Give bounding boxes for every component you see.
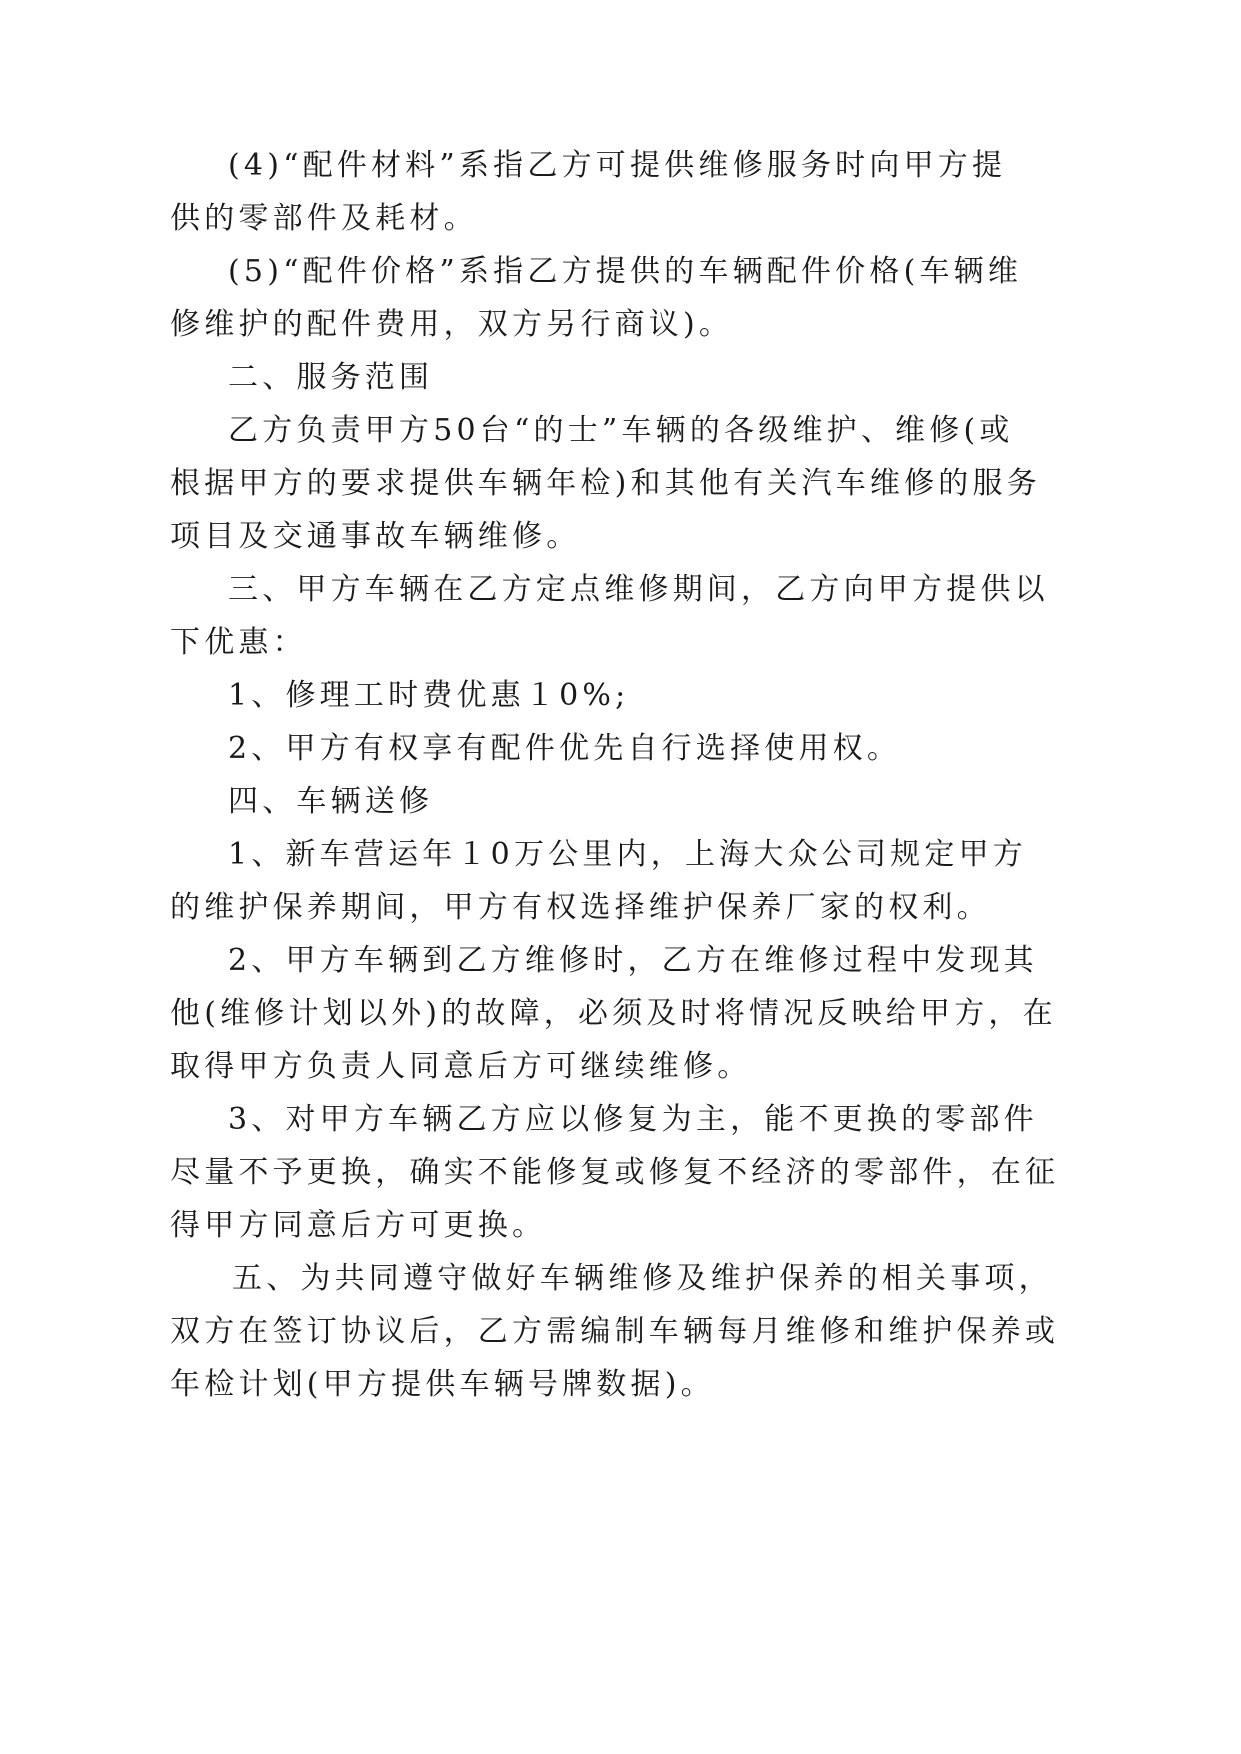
section-heading: 四、车辆送修: [228, 784, 434, 819]
text-line: 根据甲方的要求提供车辆年检)和其他有关汽车维修的服务: [170, 466, 1041, 501]
text-line: 项目及交通事故车辆维修。: [170, 519, 581, 554]
text-line: 3、对甲方车辆乙方应以修复为主，能不更换的零部件: [228, 1102, 1038, 1137]
text-line: 2、甲方有权享有配件优先自行选择使用权。: [228, 731, 902, 766]
text-line: 的维护保养期间，甲方有权选择维护保养厂家的权利。: [170, 890, 991, 925]
text-line: 得甲方同意后方可更换。: [170, 1208, 547, 1243]
text-line: 乙方负责甲方50台“的士”车辆的各级维护、维修(或: [228, 413, 1014, 448]
text-line: 下优惠：: [170, 625, 307, 660]
section-heading: 五、为共同遵守做好车辆维修及维护保养的相关事项，: [232, 1261, 1053, 1296]
section-heading: 二、服务范围: [228, 360, 434, 395]
text-line: 尽量不予更换，确实不能修复或修复不经济的零部件，在征: [170, 1155, 1060, 1190]
text-line: 他(维修计划以外)的故障，必须及时将情况反映给甲方，在: [170, 996, 1057, 1031]
text-line: (5)“配件价格”系指乙方提供的车辆配件价格(车辆维: [228, 254, 1023, 289]
text-line: 修维护的配件费用，双方另行商议)。: [170, 307, 734, 342]
text-line: (4)“配件材料”系指乙方可提供维修服务时向甲方提: [228, 148, 1007, 183]
text-line: 年检计划(甲方提供车辆号牌数据)。: [170, 1367, 715, 1402]
section-heading: 三、甲方车辆在乙方定点维修期间，乙方向甲方提供以: [228, 572, 1049, 607]
text-line: 1、修理工时费优惠１0%;: [228, 678, 630, 713]
text-line: 2、甲方车辆到乙方维修时，乙方在维修过程中发现其: [228, 943, 1038, 978]
text-line: 1、新车营运年１0万公里内，上海大众公司规定甲方: [228, 837, 1027, 872]
text-line: 供的零部件及耗材。: [170, 201, 478, 236]
text-line: 双方在签订协议后，乙方需编制车辆每月维修和维护保养或: [170, 1314, 1060, 1349]
text-line: 取得甲方负责人同意后方可继续维修。: [170, 1049, 752, 1084]
